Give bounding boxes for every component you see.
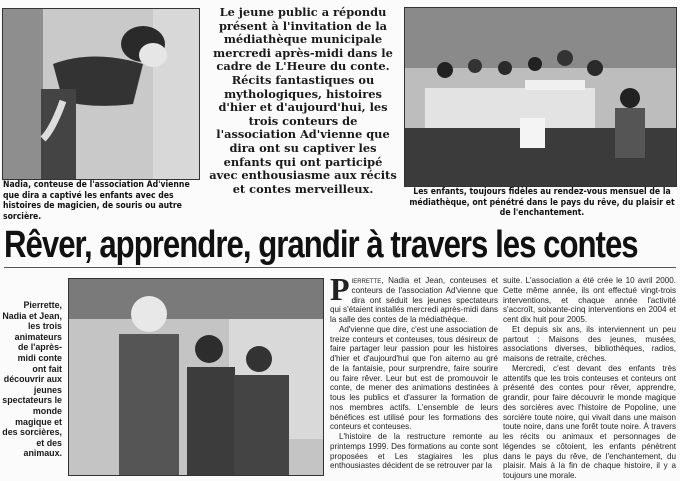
drop-cap: P [330,271,350,307]
article-column-2 [503,276,676,481]
photo-storytellers [68,278,324,476]
article-paragraph: Mercredi, c'est devant des enfants très attentifs que les trois conteuses et conteurs ont présenté des contes pour rêver, apprendre, grandir, pour faire découvrir le monde magique des sorcières avec l'histoire de Popoline, une sorcière toute noire, qui vivait dans une maison toute noire, dans une forêt toute noire. À travers les récits ou animaux et personnages de légendes se côtoient, les enfants pénètrent dans le pays du rêve, de l'enchantement, du plaisir. Mais à la fin de chaque histoire, il y a toujours une morale. [503,363,676,480]
caption-storytellers: Pierrette, Nadia et Jean, les trois animateurs de l'après-midi conte ont fait découvrir aux jeunes spectateurs le monde magique et des sorcières, et des animaux. [2,300,62,459]
article-paragraph: suite. L'association a été crée le 10 avril 2000. Cette même année, ils ont effectué vingt-trois interventions, et chaque année l'activité s'accroît, soixante-cinq interventions en 2004 et cent dix huit pour 2005. [503,276,676,324]
headline: Rêver, apprendre, grandir à travers les contes [4,224,638,266]
article-paragraph: Et depuis six ans, ils interviennent un peu partout : Maisons des jeunes, musées, associations diverses, bibliothèques, radios, maisons de retraite, crèches. [503,324,676,363]
article-paragraph: L'histoire de la restructure remonte au printemps 1999. Des formations au conte sont proposées et Les stagiaires les plus enthousiastes décident de se retrouver par la [330,432,498,471]
intro-text: Le jeune public a répondu présent à l'invitation de la médiathèque municipale mercredi après-midi dans le cadre de L'Heure du conte. Récits fantastiques ou mythologiques, histoires d'hier et d'aujourd'hui, les trois conteurs de l'association Ad'vienne que dira ont su captiver les enfants qui ont participé avec enthousiasme aux récits et contes merveilleux. [209,5,397,196]
photo-children [404,7,677,187]
caption-top-right: Les enfants, toujours fidèles au rendez-vous mensuel de la médiathèque, ont pénétré dans le pays du rêve, du plaisir et de l'enchantement. [409,187,675,218]
caption-top-left: Nadia, conteuse de l'association Ad'vienne que dira a captivé les enfants avec des histoires de magicien, de souris ou autre sorcière. [3,180,190,222]
divider [4,267,676,268]
article-column-1 [330,271,498,471]
photo-nadia [2,8,200,180]
article-paragraph: Ad'vienne que dire, c'est une association de treize conteurs et conteuses, tous désireux de faire partager leur passion pour les histoires d'hier et d'aujourd'hui que l'on aiterno au gré de la fantaisie, pour surprendre, faire sourire ou faire rêver. Leur but est de promouvoir le conte, de mener des animations destinées à tous les publics et d'assurer la formation de nos membres actifs. L'ensemble de leurs bénéfices est utilisé pour les formations des conteurs et conteuses. [330,324,498,432]
article-paragraph: Pierrette, Nadia et Jean, conteuses et conteurs de l'association Ad'vienne que dira ont séduit les jeunes spectateurs qui s'étaient installés mercredi après-midi dans la salle des contes de la médiathèque. [330,271,498,324]
